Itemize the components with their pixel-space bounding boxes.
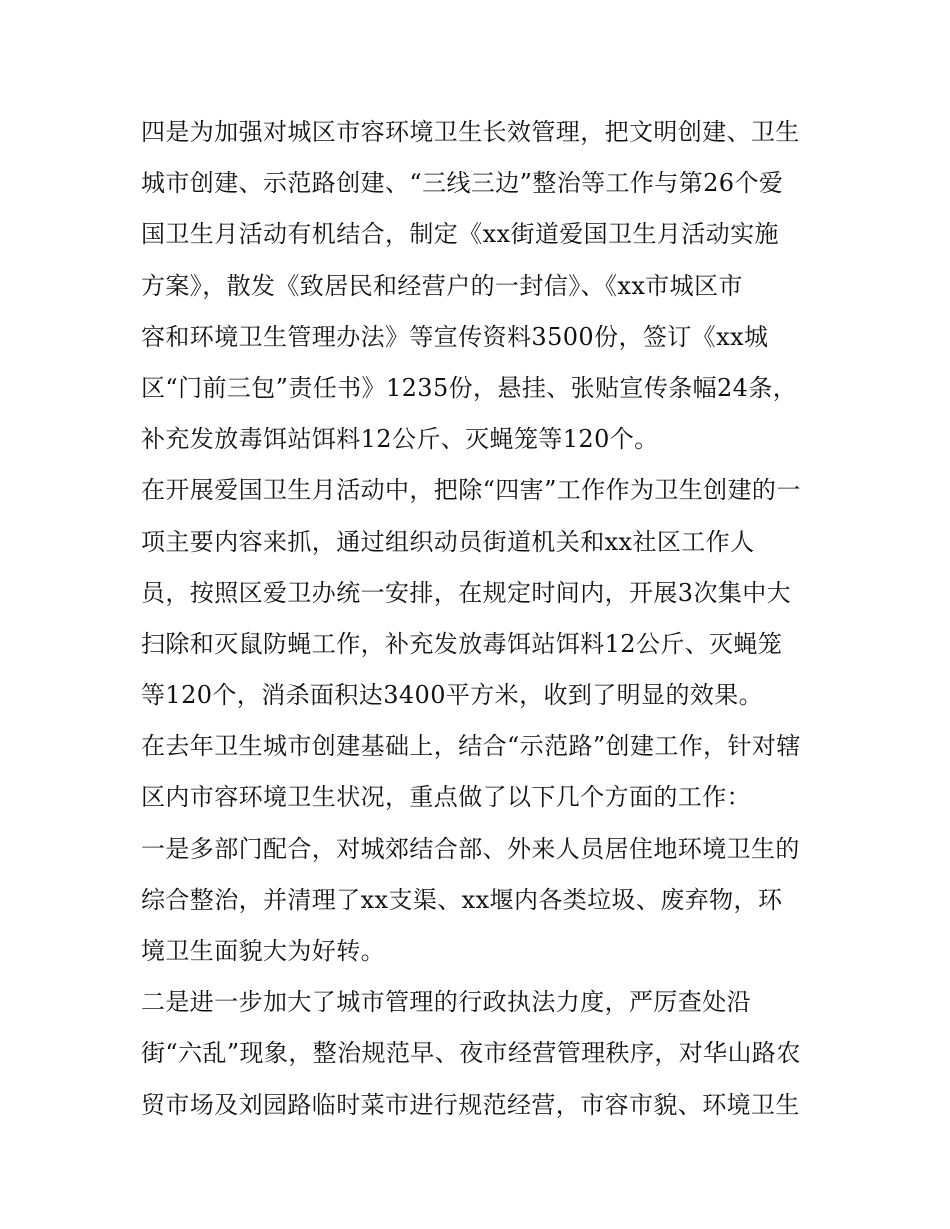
text-line: 四是为加强对城区市容环境卫生长效管理，把文明创建、卫生	[141, 118, 800, 146]
paragraph-health-month-campaign	[141, 107, 821, 465]
text-line: 在去年卫生城市创建基础上，结合“示范路”创建工作，针对辖	[141, 732, 801, 761]
paragraph-pest-control	[141, 465, 821, 721]
text-line: 等120个，消杀面积达3400平方米，收到了明显的效果。	[141, 681, 764, 710]
text-line: 在开展爱国卫生月活动中，把除“四害”工作作为卫生创建的一	[141, 476, 801, 505]
text-line: 员，按照区爱卫办统一安排，在规定时间内，开展3次集中大	[141, 578, 792, 607]
paragraph-point-two	[141, 977, 821, 1131]
text-line: 项主要内容来抓，通过组织动员街道机关和xx社区工作人	[141, 527, 755, 556]
text-line: 街“六乱”现象，整治规范早、夜市经营管理秩序，对华山路农	[141, 1039, 801, 1068]
text-line: 城市创建、示范路创建、“三线三边”整治等工作与第26个爱	[141, 169, 784, 198]
paragraph-demonstration-road	[141, 721, 821, 823]
text-line: 二是进一步加大了城市管理的行政执法力度，严厉查处沿	[141, 988, 751, 1017]
text-line: 区“门前三包”责任书》1235份，悬挂、张贴宣传条幅24条，	[141, 373, 798, 402]
text-line: 国卫生月活动有机结合，制定《xx街道爱国卫生月活动实施	[141, 220, 779, 249]
text-line: 综合整治，并清理了xx支渠、xx堰内各类垃圾、废弃物，环	[141, 885, 783, 914]
text-line: 贸市场及刘园路临时菜市进行规范经营，市容市貌、环境卫生	[141, 1090, 800, 1119]
paragraph-point-one	[141, 824, 821, 978]
text-line: 区内市容环境卫生状况，重点做了以下几个方面的工作：	[141, 783, 751, 812]
text-line: 一是多部门配合，对城郊结合部、外来人员居住地环境卫生的	[141, 834, 800, 863]
text-line: 容和环境卫生管理办法》等宣传资料3500份，签订《xx城	[141, 322, 769, 351]
document-body	[141, 107, 821, 1131]
text-line: 方案》，散发《致居民和经营户的一封信》、《xx市城区市	[141, 271, 743, 300]
text-line: 补充发放毒饵站饵料12公斤、灭蝇笼等120个。	[141, 425, 659, 454]
text-line: 境卫生面貌大为好转。	[141, 937, 385, 965]
text-line: 扫除和灭鼠防蝇工作，补充发放毒饵站饵料12公斤、灭蝇笼	[141, 629, 783, 658]
